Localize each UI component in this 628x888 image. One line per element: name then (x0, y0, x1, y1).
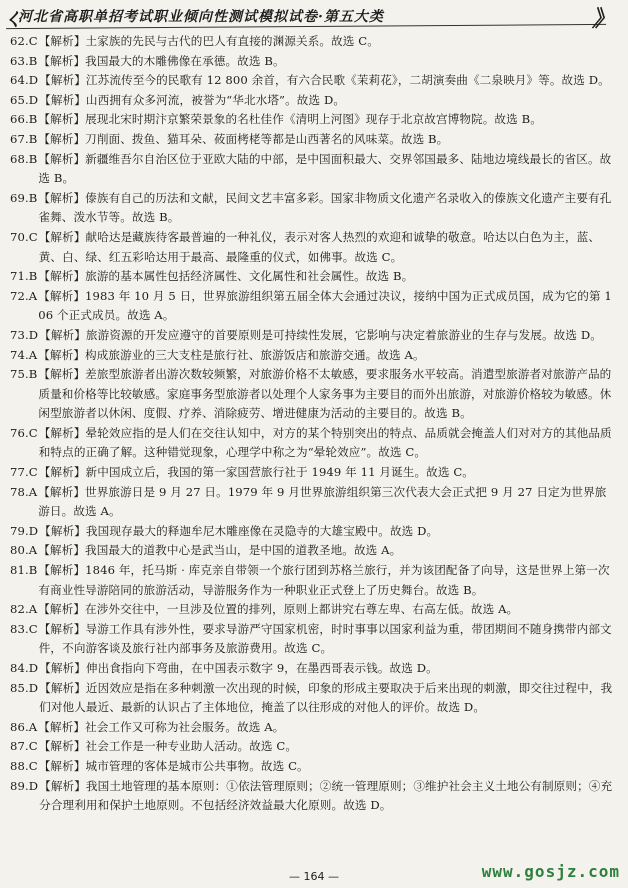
answer-item (10, 561, 616, 600)
answer-item (10, 620, 616, 659)
answer-item (10, 777, 616, 816)
answer-letter: B (28, 112, 38, 127)
question-number: 82. (10, 602, 29, 617)
answer-letter: A (28, 484, 38, 499)
question-number: 72. (10, 288, 29, 303)
answer-item (10, 71, 616, 91)
question-number: 73. (10, 327, 29, 342)
explanation-text: 【解析】傣族有自己的历法和文献，民间文艺丰富多彩。国家非物质文化遗产名录收入的傣族文化遗产主要有孔雀舞、泼水节等。故选 B。 (38, 190, 612, 225)
question-number: 76. (10, 425, 29, 440)
explanation-text: 【解析】社会工作是一种专业助人活动。故选 C。 (38, 739, 298, 754)
answer-letter: B (28, 151, 38, 166)
question-number: 89. (10, 778, 29, 793)
question-number: 74. (10, 347, 29, 362)
answer-item (10, 346, 616, 366)
explanation-text: 【解析】我国土地管理的基本原则：①依法管理原则；②统一管理原则；③维护社会主义土地公有制原则；④充分合理利用和保护土地原则。不包括经济效益最大化原则。故选 D。 (39, 778, 613, 813)
explanation-text: 【解析】导游工作具有涉外性，要求导游严守国家机密，时时事事以国家利益为重，带团期间不随身携带内部文件，不向游客谈及旅行社内部事务及旅游费用。故选 C。 (38, 621, 612, 656)
question-number: 80. (10, 543, 29, 558)
explanation-text: 【解析】世界旅游日是 9 月 27 日。1979 年 9 月世界旅游组织第三次代表大会正式把 9 月 27 日定为世界旅游日。故选 A。 (38, 484, 607, 519)
answer-item (10, 424, 616, 463)
answer-letter: A (28, 543, 38, 558)
page-number: — 164 — (289, 870, 339, 883)
question-number: 86. (10, 719, 29, 734)
answer-letter: C (28, 229, 38, 244)
answer-item (10, 52, 616, 72)
question-number: 88. (10, 758, 29, 773)
answer-letter: D (28, 327, 39, 342)
question-number: 68. (10, 151, 29, 166)
answer-letter: D (28, 73, 39, 88)
question-number: 78. (10, 484, 29, 499)
question-number: 67. (10, 131, 29, 146)
explanation-text: 【解析】旅游资源的开发应遵守的首要原则是可持续性发展，它影响与决定着旅游业的生存与发展。故选 D。 (39, 327, 602, 342)
question-number: 75. (10, 367, 29, 382)
explanation-text: 【解析】献哈达是藏族待客最普遍的一种礼仪，表示对客人热烈的欢迎和诚挚的敬意。哈达以白色为主，蓝、黄、白、绿、红五彩哈达用于最高、最隆重的仪式，如佛事。故选 C。 (38, 229, 601, 264)
answer-item (10, 228, 616, 267)
website-watermark: www.gosjz.com (481, 862, 620, 881)
answer-letter: A (28, 602, 38, 617)
answer-letter: C (28, 465, 38, 480)
question-number: 81. (10, 563, 29, 578)
explanation-text: 【解析】旅游的基本属性包括经济属性、文化属性和社会属性。故选 B。 (38, 269, 414, 284)
header-right-flourish: 》 (592, 6, 615, 32)
answer-item (10, 463, 616, 483)
answer-item (10, 91, 616, 111)
question-number: 63. (10, 53, 29, 68)
answer-item (10, 541, 616, 561)
answer-letter: B (28, 131, 38, 146)
answer-letter: B (28, 190, 38, 205)
answer-item (10, 522, 616, 542)
explanation-text: 【解析】近因效应是指在多种刺激一次出现的时候，印象的形成主要取决于后来出现的刺激，即交往过程中，我们对他人最近、最新的认识占了主体地位，掩盖了以往形成的对他人的评价。故选 D。 (39, 680, 613, 715)
answer-item (10, 659, 616, 679)
answer-item (10, 679, 616, 718)
answer-list (10, 32, 616, 816)
explanation-text: 【解析】社会工作又可称为社会服务。故选 A。 (38, 719, 285, 734)
question-number: 70. (10, 229, 29, 244)
answer-item (10, 32, 616, 52)
answer-letter: A (28, 719, 38, 734)
page-header (0, 0, 628, 30)
answer-letter: C (28, 425, 38, 440)
answer-letter: B (28, 53, 38, 68)
answer-item (10, 757, 616, 777)
answer-letter: D (28, 661, 39, 675)
question-number: 71. (10, 269, 29, 284)
question-number: 64. (10, 73, 29, 88)
explanation-text: 【解析】伸出食指向下弯曲，在中国表示数字 9，在墨西哥表示钱。故选 D。 (39, 661, 438, 675)
answer-item (10, 150, 616, 189)
answer-item (10, 267, 616, 287)
explanation-text: 【解析】新疆维吾尔自治区位于亚欧大陆的中部，是中国面积最大、交界邻国最多、陆地边境线最长的省区。故选 B。 (38, 151, 612, 186)
answer-item (10, 718, 616, 738)
question-number: 77. (10, 465, 29, 480)
answer-letter: A (28, 288, 38, 303)
question-number: 79. (10, 523, 29, 538)
explanation-text: 【解析】刀削面、拨鱼、猫耳朵、莜面栲栳等都是山西著名的风味菜。故选 B。 (38, 131, 449, 146)
explanation-text: 【解析】我国最大的木雕佛像在承德。故选 B。 (38, 53, 285, 68)
question-number: 62. (10, 34, 29, 48)
answer-letter: B (28, 269, 38, 284)
question-number: 84. (10, 661, 29, 675)
explanation-text: 【解析】新中国成立后，我国的第一家国营旅行社于 1949 年 11 月诞生。故选 C。 (38, 465, 474, 480)
answer-item (10, 110, 616, 130)
answer-item (10, 189, 616, 228)
explanation-text: 【解析】1983 年 10 月 5 日，世界旅游组织第五届全体大会通过决议，接纳中国为正式成员国，成为它的第 106 个正式成员。故选 A。 (38, 288, 612, 323)
answer-letter: D (28, 523, 39, 538)
explanation-text: 【解析】土家族的先民与古代的巴人有直接的渊源关系。故选 C。 (38, 34, 379, 48)
question-number: 69. (10, 190, 29, 205)
explanation-text: 【解析】江苏流传至今的民歌有 12 800 余首，有六合民歌《茉莉花》，二胡演奏曲《二泉映月》等。故选 D。 (39, 73, 610, 88)
explanation-text: 【解析】差旅型旅游者出游次数较频繁，对旅游价格不太敏感，要求服务水平较高。消遣型旅游者对旅游产品的质量和价格等比较敏感。家庭事务型旅游者以处理个人家务事为主要目的而外出旅游，对旅游价格较为敏感。休闲型旅游者以休闲、度假、疗养、消除疲劳、增进健康为活动的主要目的。故选 B。 (38, 367, 612, 421)
explanation-text: 【解析】展现北宋时期汴京繁荣景象的名杜佳作《清明上河图》现存于北京故宫博物院。故选 B。 (38, 112, 542, 127)
explanation-text: 【解析】城市管理的客体是城市公共事物。故选 C。 (38, 758, 309, 773)
question-number: 65. (10, 92, 29, 107)
answer-letter: C (28, 758, 38, 773)
answer-item (10, 483, 616, 522)
answer-item (10, 326, 616, 346)
header-title: 河北省高职单招考试职业倾向性测试模拟试卷·第五大类 (18, 9, 384, 25)
explanation-text: 【解析】我国最大的道教中心是武当山，是中国的道教圣地。故选 A。 (38, 543, 402, 558)
question-number: 85. (10, 680, 29, 695)
answer-item (10, 737, 616, 757)
answer-letter: B (28, 367, 38, 382)
explanation-text: 【解析】山西拥有众多河流，被誉为“华北水塔”。故选 D。 (39, 92, 346, 107)
question-number: 87. (10, 739, 29, 754)
explanation-text: 【解析】在涉外交往中，一旦涉及位置的排列，原则上都讲究右尊左卑、右高左低。故选 A。 (38, 602, 519, 617)
header-left-flourish: ㄑ (2, 6, 25, 32)
question-number: 83. (10, 621, 29, 636)
answer-letter: D (28, 680, 39, 695)
answer-letter: C (28, 621, 38, 636)
answer-item (10, 365, 616, 424)
answer-letter: C (28, 34, 38, 48)
answer-letter: D (28, 778, 39, 793)
question-number: 66. (10, 112, 29, 127)
answer-item (10, 287, 616, 326)
explanation-text: 【解析】构成旅游业的三大支柱是旅行社、旅游饭店和旅游交通。故选 A。 (38, 347, 425, 362)
answer-letter: D (28, 92, 39, 107)
answer-letter: C (28, 739, 38, 754)
answer-letter: B (28, 563, 38, 578)
explanation-text: 【解析】1846 年，托马斯 · 库克亲自带领一个旅行团到苏格兰旅行，并为该团配备了向导，这是世界上第一次有商业性导游陪同的旅游活动，导游服务作为一种职业正式登上了历史舞台。故选 B。 (38, 563, 610, 597)
explanation-text: 【解析】晕轮效应指的是人们在交往认知中，对方的某个特别突出的特点、品质就会掩盖人们对对方的其他品质和特点的正确了解。这种错觉现象，心理学中称之为“晕轮效应”。故选 C。 (38, 425, 612, 460)
answer-letter: A (28, 347, 38, 362)
answer-item (10, 600, 616, 620)
answer-item (10, 130, 616, 150)
explanation-text: 【解析】我国现存最大的释迦牟尼木雕座像在灵隐寺的大雄宝殿中。故选 D。 (39, 523, 439, 538)
